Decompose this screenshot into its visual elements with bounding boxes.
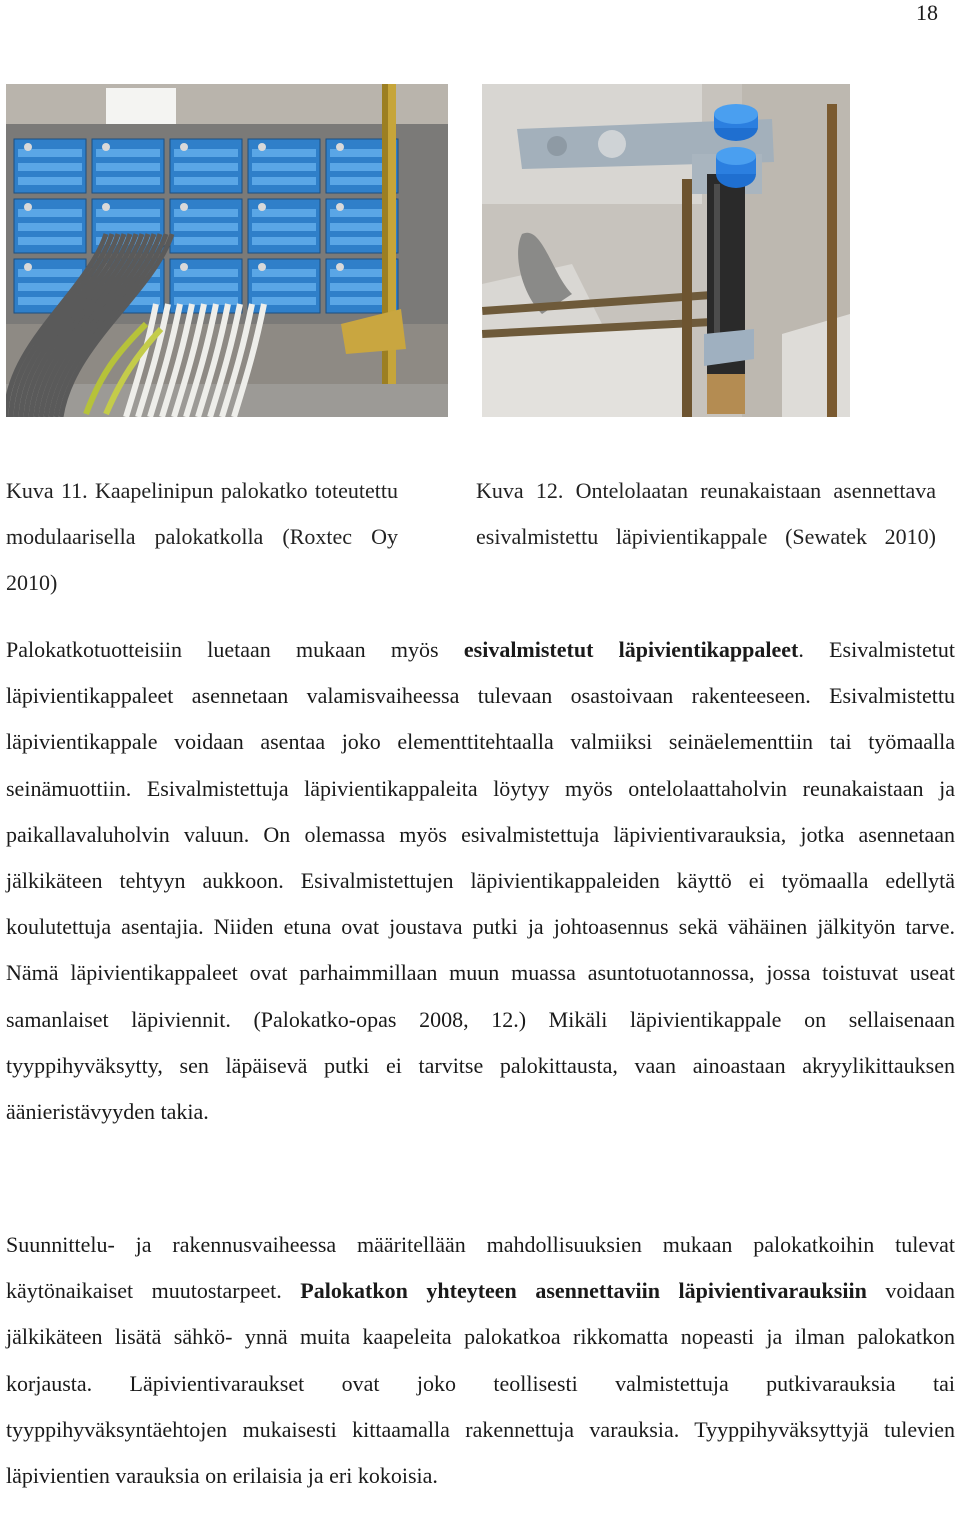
page-number: 18 <box>916 0 938 25</box>
paragraph-lead: Palokatkotuotteisiin luetaan mukaan myös <box>6 637 464 662</box>
paragraph-lead: Suunnittelu- ja rakennusvaiheessa määritellään mahdollisuuksien mukaan palokatkoihin tulevat käytönaikaiset muutostarpeet. <box>6 1232 955 1304</box>
cable-firestop-photo <box>6 84 448 417</box>
paragraph-rest: . Esivalmistetut läpivientikappaleet asennetaan valamisvaiheessa tulevaan osastoivaan rakenteeseen. Esivalmistettu läpivientikappale voidaan asentaa joko elementtitehtaalla valmiiksi seinäelementtiin tai työmaalla seinämuottiin. Esivalmistettuja läpivientikappaleita löytyy myös ontelolaattaholvin reunakaistaan ja paikallavaluholvin valuun. On olemassa myös esivalmistettuja läpivientivarauksia, jotka asennetaan jälkikäteen tehtyyn aukkoon. Esivalmistettujen läpivientikappaleiden käyttö ei työmaalla edellytä koulutettuja asentajia. Niiden etuna ovat joustava putki ja johtoasennus sekä vähäinen jälkityön tarve. Nämä läpivientikappaleet ovat parhaimmillaan muun muassa asuntotuotannossa, jossa toistuvat useat samanlaiset läpiviennit. (Palokatko-opas 2008, 12.) Mikäli läpivientikappale on sellaisenaan tyyppihyväksytty, sen läpäisevä putki ei tarvitse palokittausta, vaan ainoastaan akryylikittauksen äänieristävyyden takia. <box>6 637 955 1125</box>
figure-11-caption: Kuva 11. Kaapelinipun palokatko toteutettu modulaarisella palokatkolla (Roxtec Oy 2010) <box>6 478 398 595</box>
figure-12-caption: Kuva 12. Ontelolaatan reunakaistaan asennettava esivalmistettu läpivientikappale (Sewatek 2010) <box>476 478 936 549</box>
paragraph-bold-term: Palokatkon yhteyteen asennettaviin läpivientivarauksiin <box>300 1278 867 1304</box>
paragraph-prefabricated-lead-throughs <box>6 627 955 1135</box>
paragraph-rest: voidaan jälkikäteen lisätä sähkö- ynnä muita kaapeleita palokatkoa rikkomatta nopeasti ja ilman palokatkon korjausta. Läpivientivaraukset ovat joko teollisesti valmistettuja putkivarauksia tai tyyppihyväksyntäehtojen mukaisesti kittaamalla rakennettuja varauksia. Tyyppihyväksyttyjä tulevien läpivientien varauksia on erilaisia ja eri kokoisia. <box>6 1278 955 1489</box>
paragraph-bold-term: esivalmistetut läpivientikappaleet <box>463 637 799 662</box>
lead-through-piece-photo <box>482 84 850 417</box>
paragraph-lead-through-reservations <box>6 1222 955 1499</box>
